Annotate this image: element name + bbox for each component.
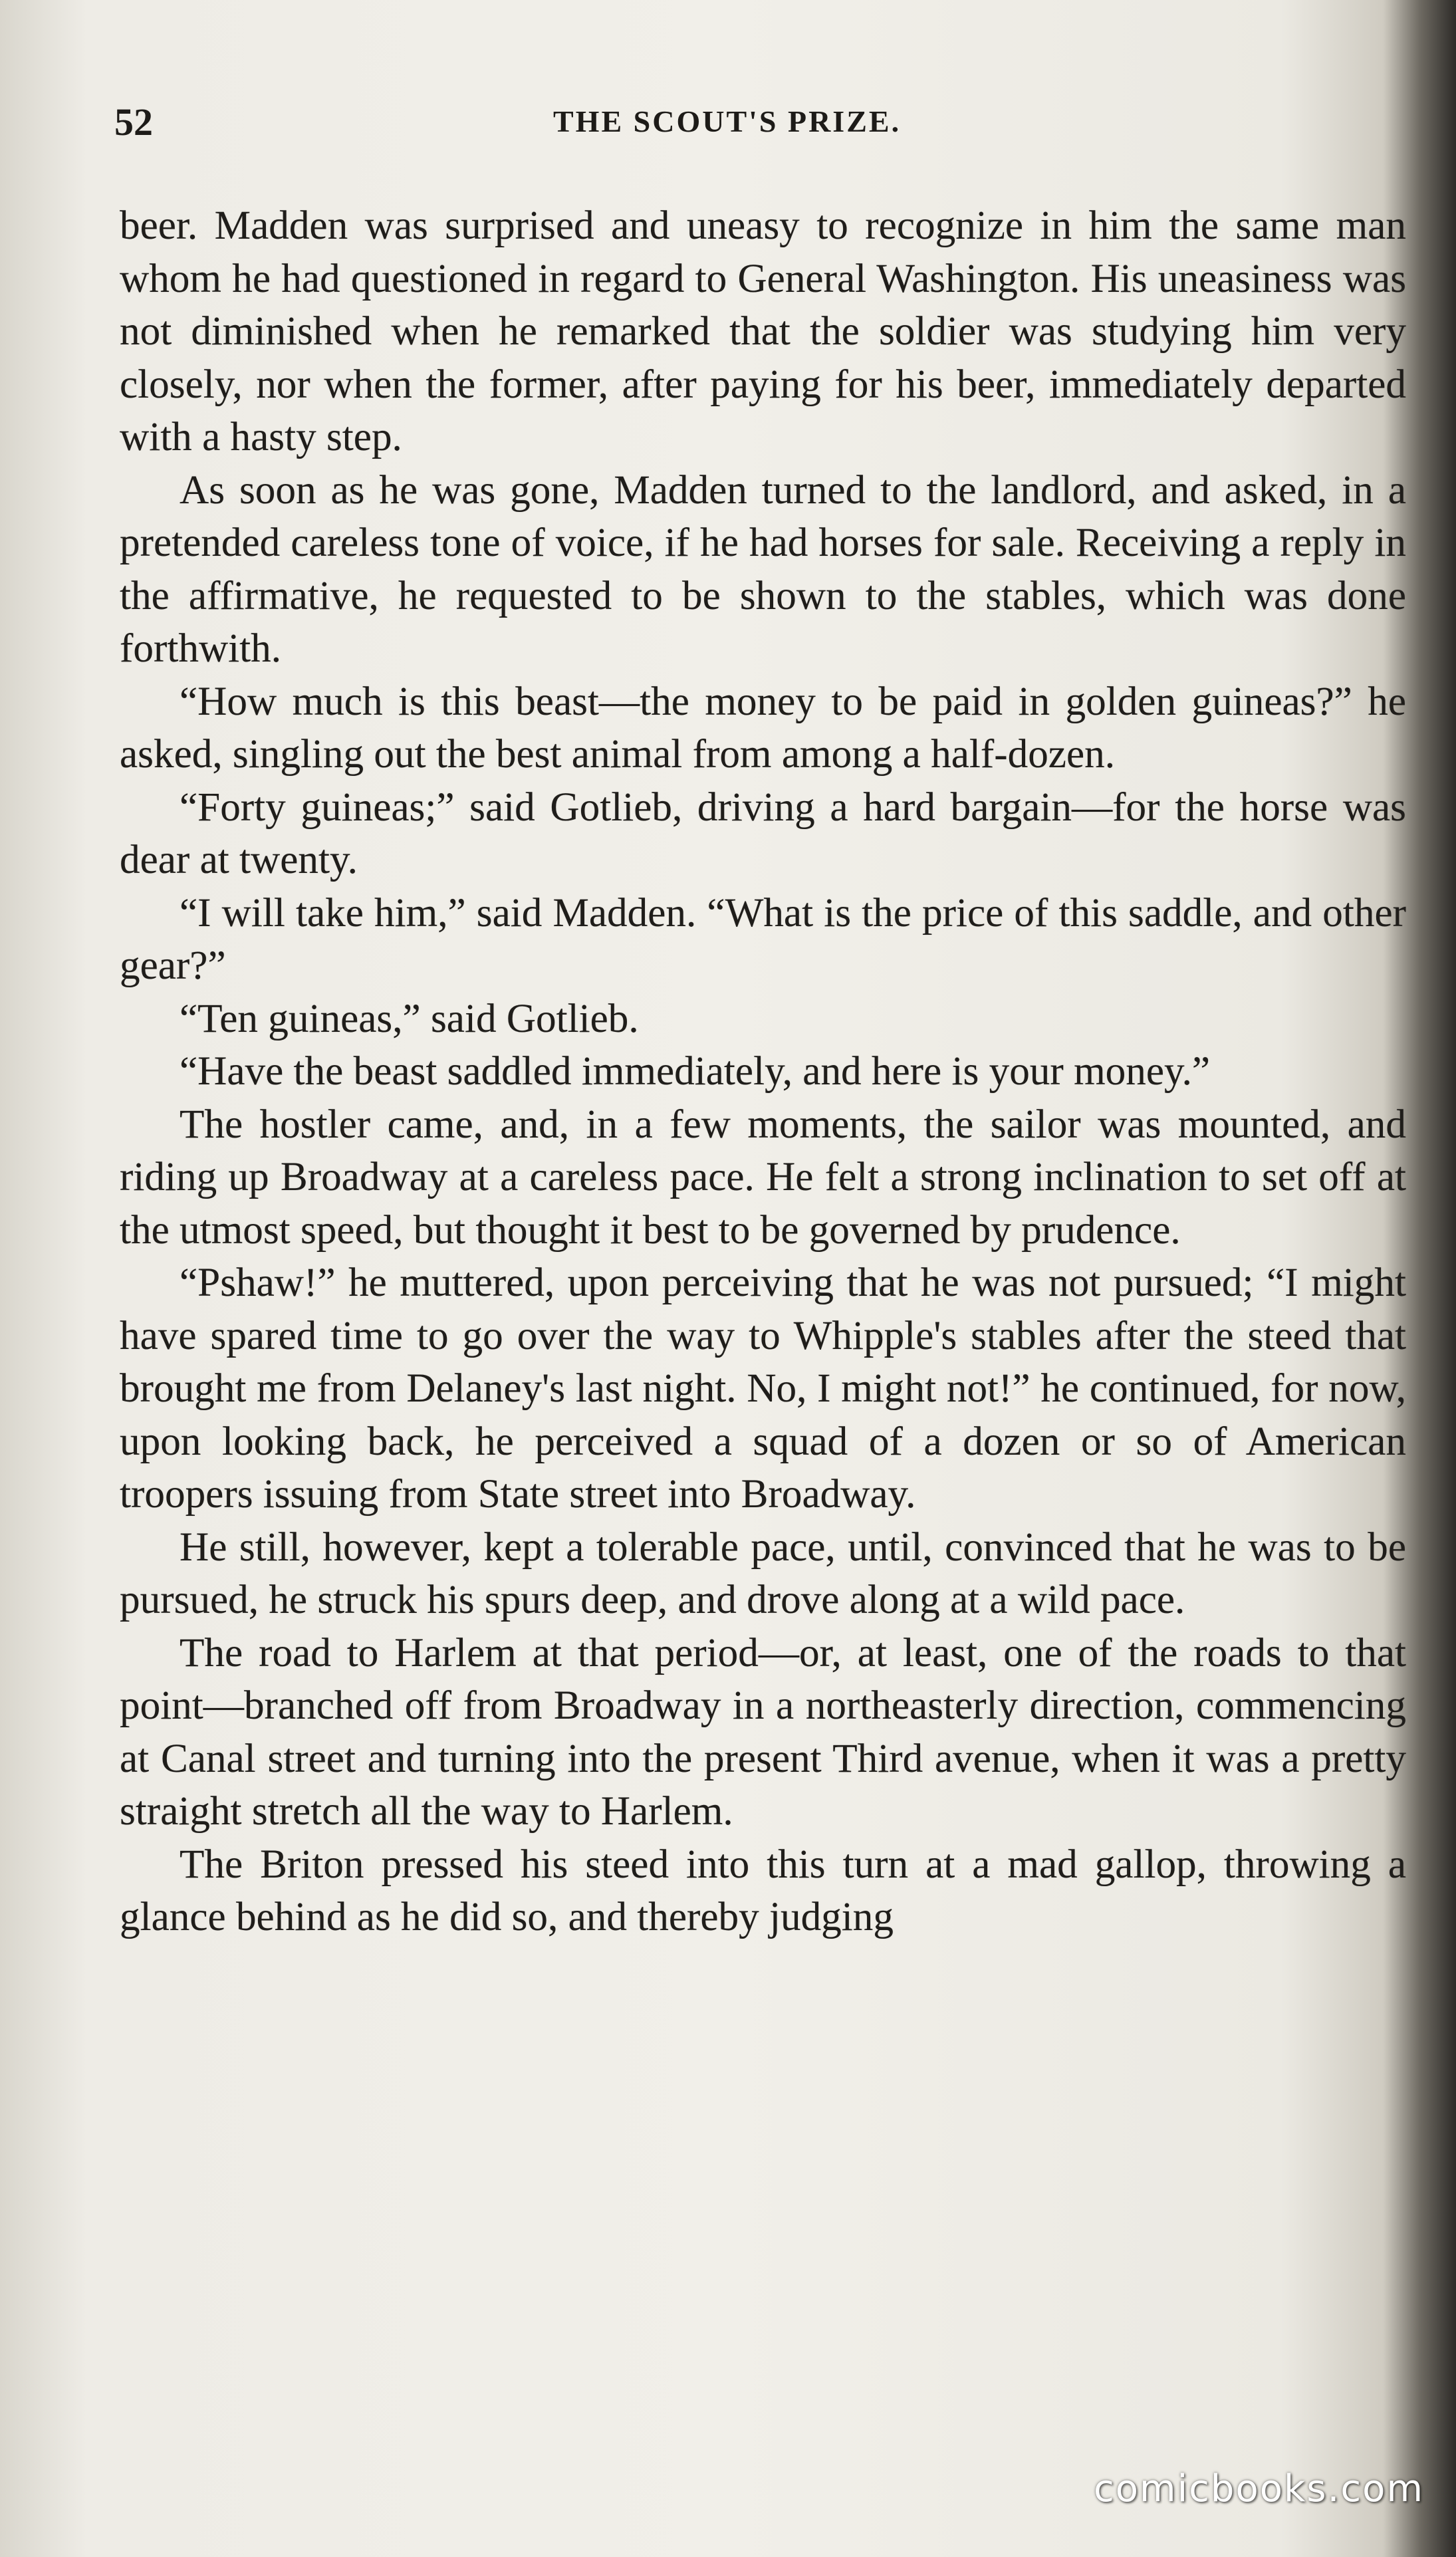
paragraph: “I will take him,” said Madden. “What is the price of this saddle, and other gear?” [120, 890, 1406, 988]
paragraph: “How much is this beast—the money to be paid in golden guineas?” he asked, singling out the best animal from among a half-dozen. [120, 678, 1406, 777]
watermark: comicbooks.com [1093, 2467, 1424, 2510]
paragraph: The hostler came, and, in a few moments, the sailor was mounted, and riding up Broadway at a careless pace. He felt a strong inclination to set off at the utmost speed, but thought it best to be governed by prudence. [120, 1101, 1406, 1253]
paragraph: “Have the beast saddled immediately, and here is your money.” [180, 1048, 1211, 1094]
paragraph: “Ten guineas,” said Gotlieb. [180, 995, 639, 1041]
body-text [120, 199, 1406, 1944]
paragraph: As soon as he was gone, Madden turned to the landlord, and asked, in a pretended careless tone of voice, if he had horses for sale. Receiving a reply in the affirmative, he requested to be shown to the stables, which was done forthwith. [120, 467, 1406, 671]
paragraph: “Pshaw!” he muttered, upon perceiving that he was not pursued; “I might have spared time to go over the way to Whipple's stables after the steed that brought me from Delaney's last night. No, I might not!” he continued, for now, upon looking back, he perceived a squad of a dozen or so of American troopers issuing from State street into Broadway. [120, 1260, 1406, 1517]
paragraph: The road to Harlem at that period—or, at least, one of the roads to that point—branched off from Broadway in a northeasterly direction, commencing at Canal street and turning into the present Third avenue, when it was a pretty straight stretch all the way to Harlem. [120, 1630, 1406, 1834]
running-head: THE SCOUT'S PRIZE. [553, 104, 902, 138]
paragraph: beer. Madden was surprised and uneasy to recognize in him the same man whom he had questioned in regard to General Washington. His uneasiness was not diminished when he remarked that the soldier was studying him very closely, nor when the former, after paying for his beer, immediately departed with a hasty step. [120, 203, 1406, 459]
page-number: 52 [114, 100, 153, 144]
paragraph: “Forty guineas;” said Gotlieb, driving a hard bargain—for the horse was dear at twenty. [120, 784, 1406, 882]
paragraph: He still, however, kept a tolerable pace, until, convinced that he was to be pursued, he struck his spurs deep, and drove along at a wild pace. [120, 1524, 1406, 1622]
page-header [114, 100, 1391, 160]
paragraph: The Briton pressed his steed into this turn at a mad gallop, throwing a glance behind as he did so, and thereby judging [120, 1841, 1406, 1939]
